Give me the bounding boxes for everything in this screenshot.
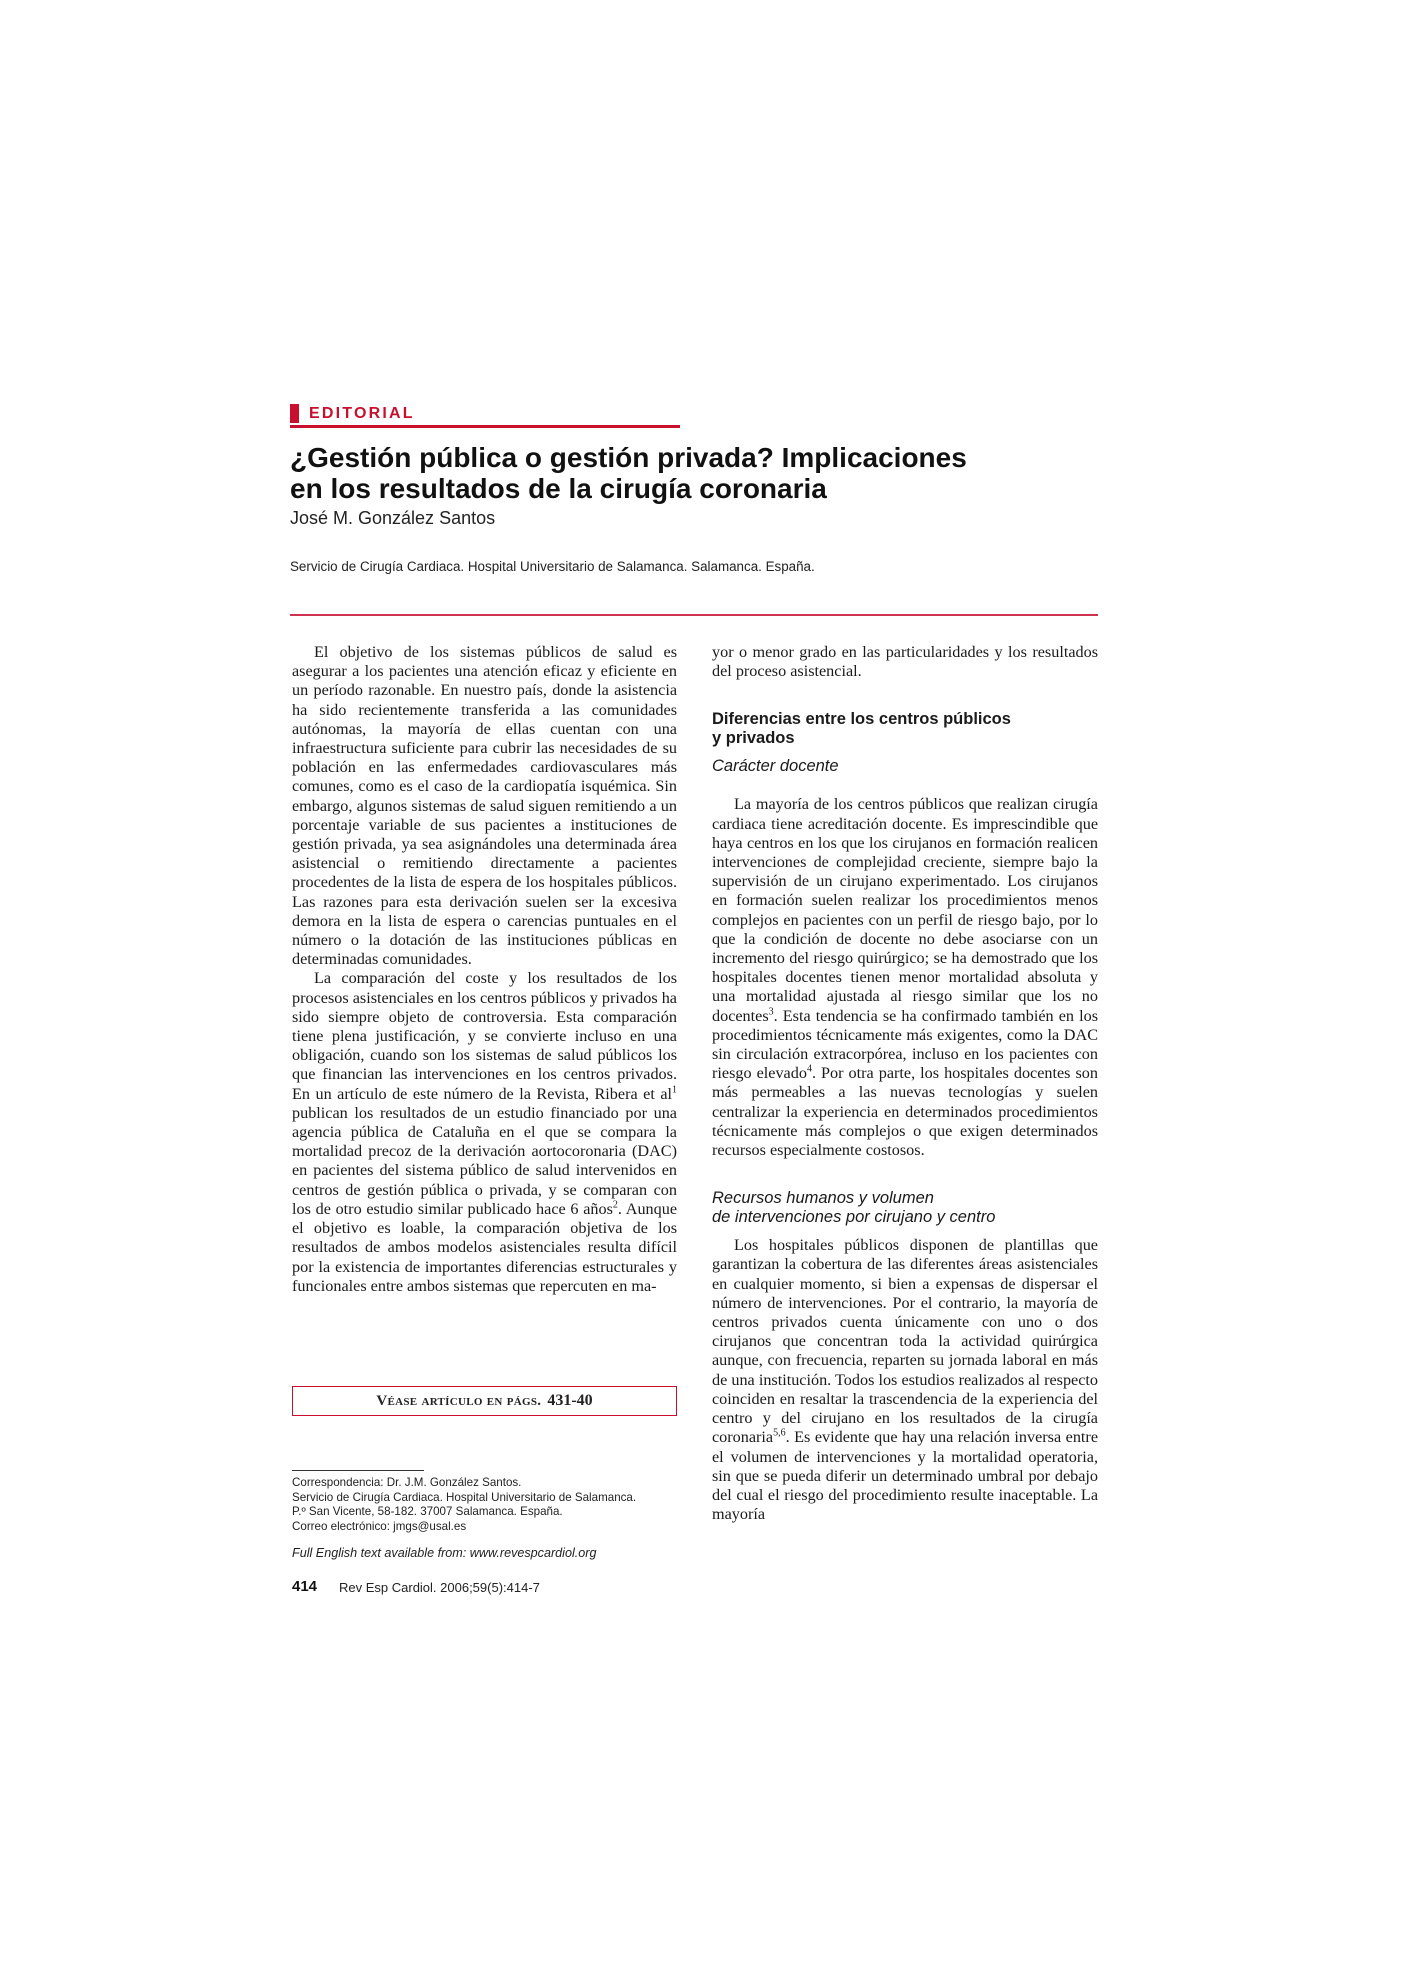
text-segment: . Es evidente que hay una relación inversa entre el volumen de intervenciones y la mortalidad operatoria, sin que se pueda diferir un determinado umbral por debajo del cual el riesgo del procedimiento resulte inaceptable. La mayoría — [712, 1428, 1098, 1524]
subheading-teaching: Carácter docente — [712, 757, 839, 776]
section-rule — [290, 425, 680, 428]
text-segment: . Esta tendencia se ha confirmado también en los procedimientos técnicamente más exigentes, como la DAC sin circulación extracorpórea, incluso en los pacientes con riesgo elevado — [712, 1006, 1098, 1083]
see-article-label: Véase artículo en págs. — [376, 1392, 542, 1409]
header-divider — [290, 614, 1098, 616]
page-number: 414 — [292, 1578, 318, 1595]
paragraph-intro: El objetivo de los sistemas públicos de salud es asegurar a los pacientes una atención eficaz y eficiente en un período razonable. En nuestro país, donde la asistencia ha sido recientemente transferida a las comunidades autónomas, la mayoría de ellas cuentan con una infraestructura suficiente para cubrir las necesidades de su población en las enfermedades cardiovasculares más comunes, como es el caso de la cardiopatía isquémica. Sin embargo, algunos sistemas de salud siguen remitiendo a un porcentaje variable de sus pacientes a instituciones de gestión privada, ya sea asignándoles una determinada área asistencial o remitiendo directamente a pacientes procedentes de la lista de espera de los hospitales públicos. Las razones para esta derivación suelen ser la excesiva demora en la lista de espera o carencias puntuales en el número o la dotación de las instituciones públicas en determinadas comunidades. — [292, 643, 677, 969]
reference-3: 3 — [768, 1006, 774, 1018]
paragraph-resources — [712, 1236, 1098, 1524]
text-segment: . Aunque el objetivo es loable, la comparación objetiva de los resultados de ambos modelos asistenciales resulta difícil por la existencia de importantes diferencias estructurales y funcionales entre ambos sistemas que repercuten en ma- — [292, 1199, 678, 1295]
correspondence-line-1: Correspondencia: Dr. J.M. González Santos. — [292, 1476, 522, 1489]
footnote-rule — [292, 1470, 424, 1471]
paragraph-teaching — [712, 795, 1098, 1160]
heading-differences — [712, 710, 1098, 748]
author: José M. González Santos — [290, 508, 496, 528]
reference-1: 1 — [672, 1084, 677, 1096]
reference-2: 2 — [612, 1199, 618, 1211]
subheading-line: Recursos humanos y volumen — [712, 1189, 934, 1208]
subheading-resources — [712, 1189, 1098, 1227]
paragraph-comparison — [292, 969, 677, 1295]
affiliation: Servicio de Cirugía Cardiaca. Hospital Universitario de Salamanca. Salamanca. España. — [290, 559, 815, 574]
text-segment: publican los resultados de un estudio financiado por una agencia pública de Cataluña en el que se compara la mortalidad precoz de la derivación aortocoronaria (DAC) en pacientes del sistema público de salud intervenidos en centros de gestión pública o privada, y se comparan con los de otro estudio similar publicado hace 6 años — [292, 1103, 677, 1218]
correspondence — [292, 1476, 636, 1534]
see-article-box — [292, 1386, 677, 1416]
reference-4: 4 — [806, 1063, 812, 1075]
text-segment: La mayoría de los centros públicos que realizan cirugía cardiaca tiene acreditación docente. Es imprescindible que haya centros en los que los cirujanos en formación realicen intervenciones de complejidad creciente, siempre bajo la supervisión de un cirujano experimentado. Los cirujanos en formación suelen realizar los procedimientos menos complejos en pacientes con un perfil de riesgo bajo, por lo que la condición de docente no debe asociarse con un incremento del riesgo quirúrgico; se ha demostrado que los hospitales docentes tienen menor mortalidad absoluta y una mortalidad ajustada al riesgo similar que los no docentes — [712, 795, 1098, 1025]
text-segment: . Por otra parte, los hospitales docentes son más permeables a las nuevas tecnologías y suelen centralizar la experiencia en determinados procedimientos técnicamente más complejos o que exigen determinados recursos especialmente costosos. — [712, 1064, 1098, 1160]
title-line-2: en los resultados de la cirugía coronaria — [290, 473, 827, 504]
text-segment: Los hospitales públicos disponen de plantillas que garantizan la cobertura de las diferentes áreas asistenciales en cualquier momento, si bien a expensas de dispersar el número de intervenciones. Por el contrario, la mayoría de centros privados cuenta únicamente con uno o dos cirujanos que concentran toda la actividad quirúrgica aunque, con frecuencia, reparten su jornada laboral en más de una institución. Todos los estudios realizados al respecto coinciden en resaltar la trascendencia de la experiencia del centro y del cirujano en los resultados de la cirugía coronaria — [712, 1236, 1098, 1447]
correspondence-email: Correo electrónico: jmgs@usal.es — [292, 1519, 467, 1533]
heading-line: Diferencias entre los centros públicos — [712, 710, 1011, 729]
article-title — [290, 442, 1010, 504]
reference-5-6: 5,6 — [773, 1427, 786, 1439]
subheading-line: de intervenciones por cirujano y centro — [712, 1208, 996, 1227]
correspondence-line-3: P.º San Vicente, 58-182. 37007 Salamanca. España. — [292, 1505, 563, 1518]
section-marker — [290, 404, 299, 423]
right-column — [712, 643, 1098, 1524]
text-segment: La comparación del coste y los resultados de los procesos asistenciales en los centros públicos y privados ha sido siempre objeto de controversia. Esta comparación tiene plena justificación, y se convierte incluso en una obligación, cuando son los sistemas de salud públicos los que financian las intervenciones en los centros privados. En un artículo de este número de la Revista, Ribera et al — [292, 969, 677, 1103]
section-tag — [290, 404, 415, 423]
journal-citation: Rev Esp Cardiol. 2006;59(5):414-7 — [339, 1580, 540, 1595]
title-line-1: ¿Gestión pública o gestión privada? Implicaciones — [290, 442, 967, 473]
paragraph-continued: yor o menor grado en las particularidades y los resultados del proceso asistencial. — [712, 643, 1098, 681]
correspondence-line-2: Servicio de Cirugía Cardiaca. Hospital Universitario de Salamanca. — [292, 1490, 637, 1504]
heading-line: y privados — [712, 729, 795, 748]
english-text-note: Full English text available from: www.revespcardiol.org — [292, 1546, 597, 1560]
section-label: EDITORIAL — [309, 404, 415, 422]
left-column — [292, 643, 677, 1296]
see-article-pages: 431-40 — [547, 1392, 593, 1409]
